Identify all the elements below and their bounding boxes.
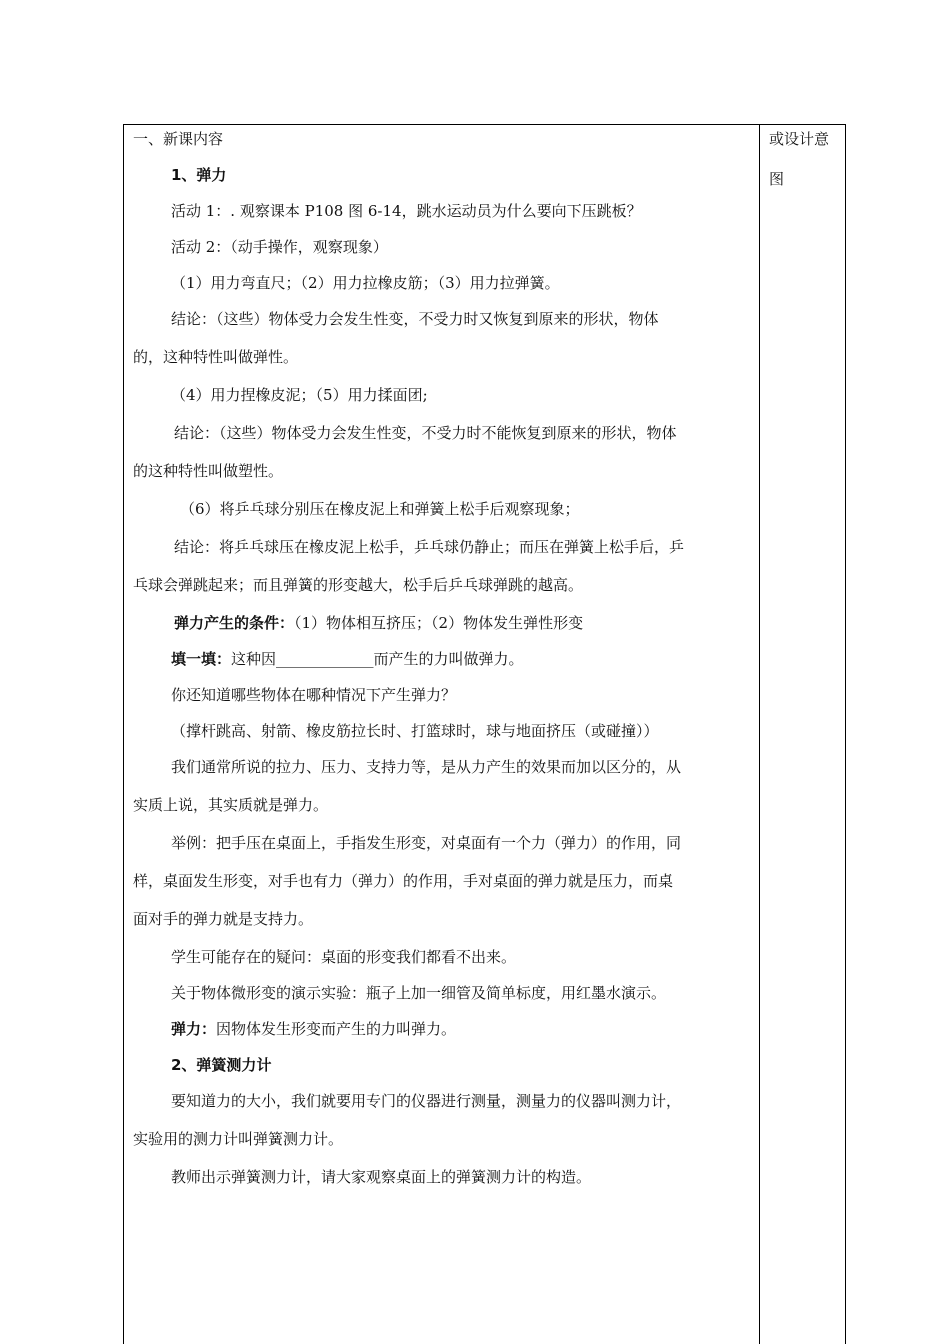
paragraph-line: 样，桌面发生形变，对手也有力（弹力）的作用，手对桌面的弹力就是压力，而桌	[133, 872, 674, 890]
paragraph-line: （撑杆跳高、射箭、橡皮筋拉长时、打篮球时，球与地面挤压（或碰撞））	[171, 722, 659, 740]
paragraph-line: 结论：（这些）物体受力会发生性变，不受力时又恢复到原来的形状，物体	[171, 310, 659, 328]
paragraph-line: 活动 1：. 观察课本 P108 图 6-14，跳水运动员为什么要向下压跳板？	[171, 202, 642, 220]
subsection-heading: 2、弹簧测力计	[171, 1056, 272, 1074]
lesson-table	[123, 124, 846, 1344]
paragraph-line	[171, 649, 524, 669]
paragraph-line: 教师出示弹簧测力计，请大家观察桌面上的弹簧测力计的构造。	[171, 1168, 592, 1186]
paragraph-line: 的，这种特性叫做弹性。	[133, 348, 299, 366]
paragraph-line	[171, 1019, 456, 1039]
subsection-heading: 1、弹力	[171, 166, 227, 184]
paragraph-line: 我们通常所说的拉力、压力、支持力等，是从力产生的效果而加以区分的，从	[171, 758, 682, 776]
paragraph-line: 实质上说，其实质就是弹力。	[133, 796, 329, 814]
paragraph-line: 活动 2：（动手操作，观察现象）	[171, 238, 388, 256]
paragraph-line: 结论：（这些）物体受力会发生性变，不受力时不能恢复到原来的形状，物体	[174, 424, 677, 442]
paragraph-line: 你还知道哪些物体在哪种情况下产生弹力？	[171, 686, 457, 704]
side-note-line: 或设计意	[769, 130, 830, 148]
bold-label: 填一填：	[171, 650, 232, 668]
paragraph-line: 实验用的测力计叫弹簧测力计。	[133, 1130, 344, 1148]
paragraph-line: 结论：将乒乓球压在橡皮泥上松手，乒乓球仍静止；而压在弹簧上松手后，乒	[174, 538, 685, 556]
paragraph-line: 的这种特性叫做塑性。	[133, 462, 284, 480]
line-text: （1）物体相互挤压；（2）物体发生弹性形变	[294, 614, 584, 632]
paragraph-line: 学生可能存在的疑问：桌面的形变我们都看不出来。	[171, 948, 517, 966]
line-text: 因物体发生形变而产生的力叫弹力。	[216, 1020, 457, 1038]
line-text: 这种因_____________而产生的力叫做弹力。	[231, 650, 524, 668]
paragraph-line: 面对手的弹力就是支持力。	[133, 910, 314, 928]
paragraph-line: （4）用力捏橡皮泥；（5）用力揉面团;	[171, 386, 428, 404]
side-note-line: 图	[769, 170, 785, 188]
paragraph-line: 举例：把手压在桌面上，手指发生形变，对桌面有一个力（弹力）的作用，同	[171, 834, 682, 852]
paragraph-line: 关于物体微形变的演示实验：瓶子上加一细管及简单标度，用红墨水演示。	[171, 984, 667, 1002]
paragraph-line: （6）将乒乓球分别压在橡皮泥上和弹簧上松手后观察现象；	[180, 500, 580, 518]
bold-label: 弹力产生的条件：	[174, 614, 295, 632]
paragraph-line: 乓球会弹跳起来；而且弹簧的形变越大，松手后乒乓球弹跳的越高。	[133, 576, 584, 594]
bold-label: 弹力：	[171, 1020, 217, 1038]
paragraph-line: （1）用力弯直尺；（2）用力拉橡皮筋；（3）用力拉弹簧。	[171, 274, 560, 292]
section-heading: 一、新课内容	[133, 130, 224, 148]
column-divider	[759, 125, 760, 1344]
paragraph-line: 要知道力的大小，我们就要用专门的仪器进行测量，测量力的仪器叫测力计，	[171, 1092, 682, 1110]
paragraph-line	[174, 613, 583, 633]
